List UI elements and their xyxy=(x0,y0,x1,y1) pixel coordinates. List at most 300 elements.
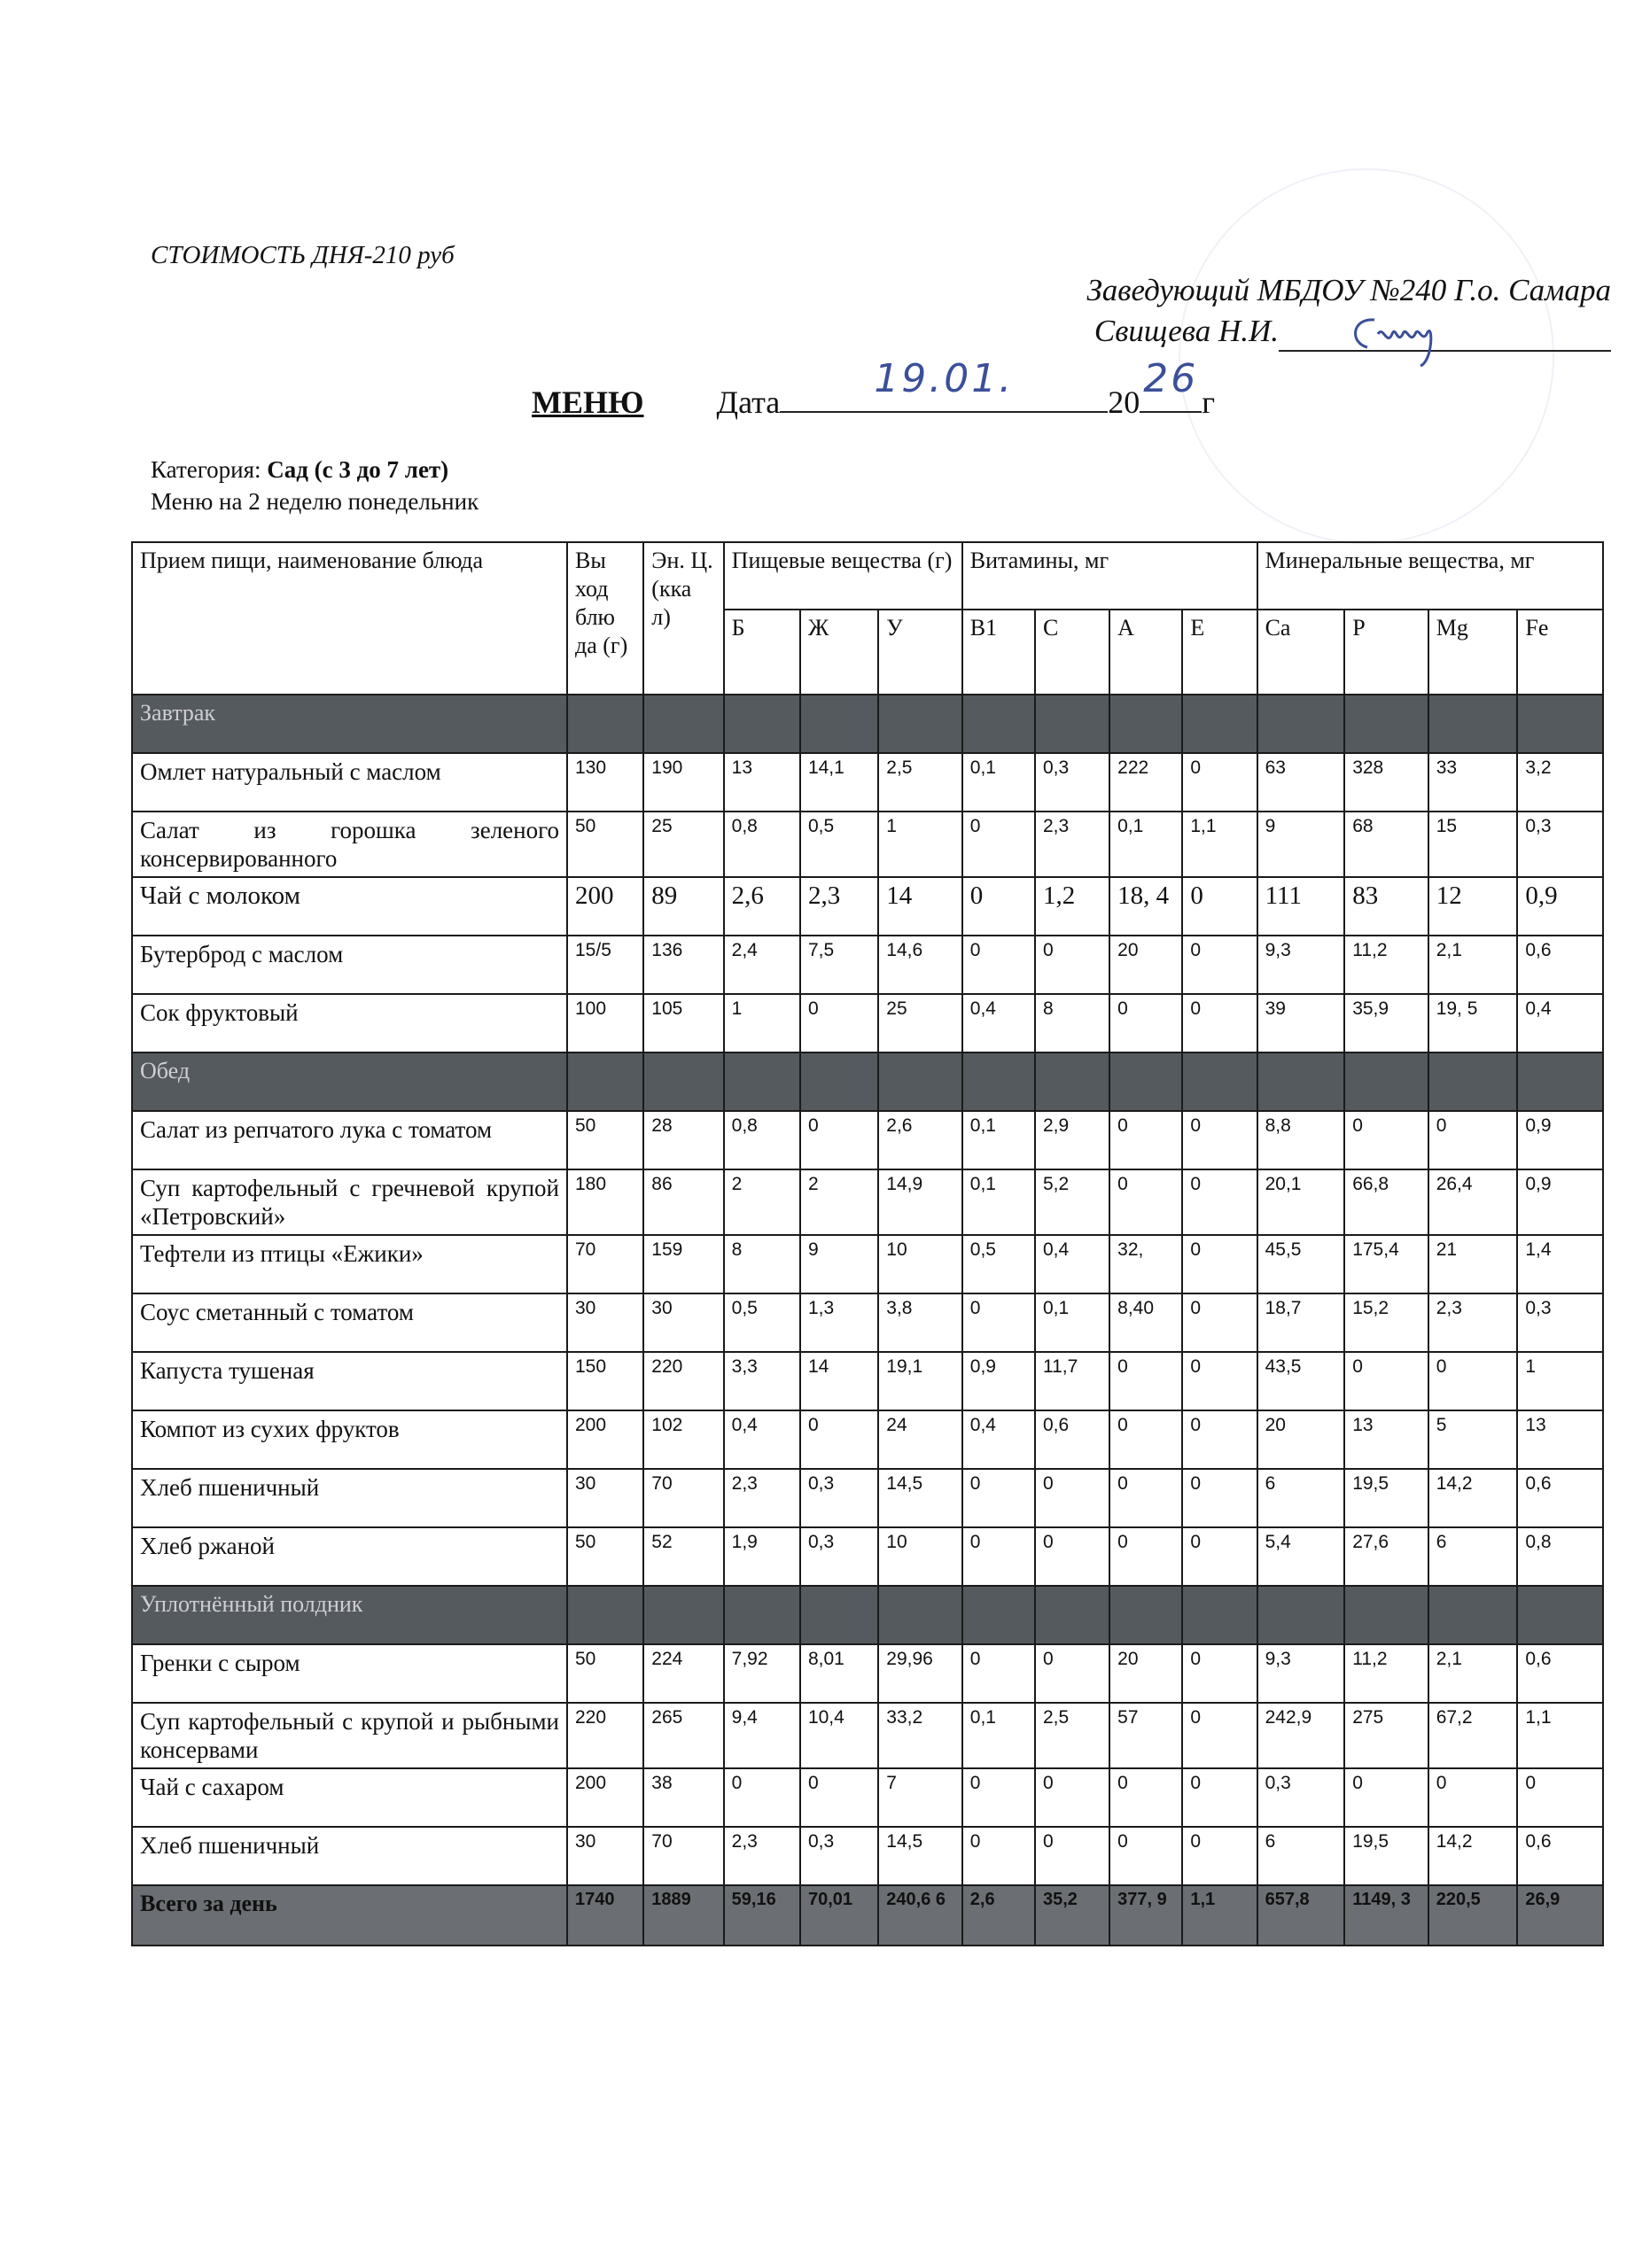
value-cell: 9 xyxy=(1257,812,1345,877)
value-cell: 7 xyxy=(878,1768,962,1827)
value-cell: 35,9 xyxy=(1344,994,1428,1052)
value-cell: 1,1 xyxy=(1182,812,1257,877)
value-cell: 14 xyxy=(878,877,962,936)
total-cell: 1149, 3 xyxy=(1344,1885,1428,1946)
value-cell: 0 xyxy=(1035,1644,1109,1703)
value-cell: 9,3 xyxy=(1257,936,1345,994)
value-cell: 52 xyxy=(643,1527,723,1586)
value-cell: 0,4 xyxy=(1517,994,1603,1052)
header-yield: Вы ход блю да (г) xyxy=(567,542,643,695)
value-cell: 10 xyxy=(878,1235,962,1293)
category-line xyxy=(151,454,479,485)
section-cell xyxy=(878,1586,962,1644)
section-cell xyxy=(1109,1052,1182,1111)
value-cell: 30 xyxy=(643,1293,723,1352)
value-cell: 1 xyxy=(1517,1352,1603,1410)
value-cell: 0,9 xyxy=(1517,1111,1603,1169)
value-cell: 0 xyxy=(1344,1352,1428,1410)
value-cell: 0 xyxy=(1109,994,1182,1052)
value-cell: 2,1 xyxy=(1428,1644,1518,1703)
value-cell: 13 xyxy=(724,753,800,812)
value-cell: 190 xyxy=(643,753,723,812)
value-cell: 1,9 xyxy=(724,1527,800,1586)
week-line: Меню на 2 неделю понедельник xyxy=(151,488,479,515)
section-cell xyxy=(1344,1052,1428,1111)
value-cell: 5,2 xyxy=(1035,1169,1109,1235)
value-cell: 0,6 xyxy=(1517,1469,1603,1527)
date-value: 19.01. xyxy=(874,356,1015,401)
menu-title: МЕНЮ xyxy=(532,384,644,420)
value-cell: 20 xyxy=(1109,936,1182,994)
value-cell: 0,3 xyxy=(1257,1768,1345,1827)
dish-name: Тефтели из птицы «Ежики» xyxy=(132,1235,567,1293)
value-cell: 0 xyxy=(800,1768,878,1827)
total-cell: 70,01 xyxy=(800,1885,878,1946)
value-cell: 0,1 xyxy=(1035,1293,1109,1352)
value-cell: 0,4 xyxy=(724,1410,800,1469)
value-cell: 33,2 xyxy=(878,1703,962,1768)
value-cell: 1,4 xyxy=(1517,1235,1603,1293)
table-row xyxy=(132,1111,1603,1169)
value-cell: 0 xyxy=(1182,1410,1257,1469)
dish-name: Гренки с сыром xyxy=(132,1644,567,1703)
value-cell: 130 xyxy=(567,753,643,812)
value-cell: 111 xyxy=(1257,877,1345,936)
col-b1: B1 xyxy=(962,610,1035,695)
value-cell: 0 xyxy=(1182,1644,1257,1703)
total-cell: 1889 xyxy=(643,1885,723,1946)
value-cell: 159 xyxy=(643,1235,723,1293)
value-cell: 0 xyxy=(1109,1410,1182,1469)
value-cell: 0,6 xyxy=(1035,1410,1109,1469)
value-cell: 14 xyxy=(800,1352,878,1410)
dish-name: Капуста тушеная xyxy=(132,1352,567,1410)
value-cell: 136 xyxy=(643,936,723,994)
value-cell: 0,8 xyxy=(1517,1527,1603,1586)
value-cell: 0,1 xyxy=(962,1111,1035,1169)
value-cell: 1 xyxy=(724,994,800,1052)
table-row xyxy=(132,1827,1603,1885)
value-cell: 2,5 xyxy=(1035,1703,1109,1768)
value-cell: 9,3 xyxy=(1257,1644,1345,1703)
value-cell: 15/5 xyxy=(567,936,643,994)
value-cell: 0,1 xyxy=(962,1703,1035,1768)
col-carbs: У xyxy=(878,610,962,695)
section-cell xyxy=(962,695,1035,753)
header-vitamins: Витамины, мг xyxy=(962,542,1257,610)
value-cell: 275 xyxy=(1344,1703,1428,1768)
value-cell: 0 xyxy=(1344,1111,1428,1169)
section-cell xyxy=(1109,695,1182,753)
value-cell: 0 xyxy=(1182,1111,1257,1169)
value-cell: 14,6 xyxy=(878,936,962,994)
value-cell: 224 xyxy=(643,1644,723,1703)
value-cell: 11,7 xyxy=(1035,1352,1109,1410)
value-cell: 0 xyxy=(1182,1352,1257,1410)
value-cell: 2,3 xyxy=(1428,1293,1518,1352)
value-cell: 2,6 xyxy=(724,877,800,936)
section-cell xyxy=(878,1052,962,1111)
year-field xyxy=(1140,356,1202,413)
approval-block xyxy=(1086,270,1611,352)
section-cell xyxy=(567,1586,643,1644)
value-cell: 24 xyxy=(878,1410,962,1469)
value-cell: 0 xyxy=(724,1768,800,1827)
value-cell: 3,8 xyxy=(878,1293,962,1352)
dish-name: Чай с сахаром xyxy=(132,1768,567,1827)
value-cell: 0 xyxy=(1109,1768,1182,1827)
value-cell: 0 xyxy=(962,1768,1035,1827)
section-row xyxy=(132,695,1603,753)
value-cell: 0,4 xyxy=(1035,1235,1109,1293)
value-cell: 242,9 xyxy=(1257,1703,1345,1768)
value-cell: 0 xyxy=(1428,1111,1518,1169)
value-cell: 6 xyxy=(1257,1469,1345,1527)
value-cell: 14,5 xyxy=(878,1469,962,1527)
approval-title: Заведующий МБДОУ №240 Г.о. Самара xyxy=(1086,273,1611,307)
dish-name: Салат из репчатого лука с томатом xyxy=(132,1111,567,1169)
value-cell: 5 xyxy=(1428,1410,1518,1469)
dish-name: Чай с молоком xyxy=(132,877,567,936)
section-cell xyxy=(1182,1586,1257,1644)
value-cell: 2,4 xyxy=(724,936,800,994)
value-cell: 26,4 xyxy=(1428,1169,1518,1235)
value-cell: 0,8 xyxy=(724,812,800,877)
value-cell: 0 xyxy=(1035,1768,1109,1827)
section-cell xyxy=(1035,695,1109,753)
table-row xyxy=(132,1169,1603,1235)
value-cell: 3,2 xyxy=(1517,753,1603,812)
value-cell: 0 xyxy=(962,1527,1035,1586)
value-cell: 7,92 xyxy=(724,1644,800,1703)
value-cell: 13 xyxy=(1517,1410,1603,1469)
col-c: C xyxy=(1035,610,1109,695)
signatory-name: Свищева Н.И. xyxy=(1094,314,1279,348)
value-cell: 0,5 xyxy=(800,812,878,877)
value-cell: 8,8 xyxy=(1257,1111,1345,1169)
value-cell: 2,5 xyxy=(878,753,962,812)
value-cell: 0 xyxy=(962,812,1035,877)
approval-signatory xyxy=(1086,311,1611,352)
value-cell: 0 xyxy=(962,1293,1035,1352)
year-value: 26 xyxy=(1143,356,1199,401)
value-cell: 20 xyxy=(1109,1644,1182,1703)
table-row xyxy=(132,1469,1603,1527)
value-cell: 0 xyxy=(1182,1169,1257,1235)
value-cell: 83 xyxy=(1344,877,1428,936)
section-cell xyxy=(643,695,723,753)
value-cell: 19,1 xyxy=(878,1352,962,1410)
value-cell: 0 xyxy=(1517,1768,1603,1827)
value-cell: 0,3 xyxy=(800,1527,878,1586)
section-cell xyxy=(724,1586,800,1644)
value-cell: 0,9 xyxy=(1517,1169,1603,1235)
total-cell: 59,16 xyxy=(724,1885,800,1946)
col-ca: Ca xyxy=(1257,610,1345,695)
value-cell: 150 xyxy=(567,1352,643,1410)
value-cell: 18, 4 xyxy=(1109,877,1182,936)
value-cell: 57 xyxy=(1109,1703,1182,1768)
col-fat: Ж xyxy=(800,610,878,695)
value-cell: 0 xyxy=(1182,994,1257,1052)
section-cell xyxy=(1517,695,1603,753)
value-cell: 11,2 xyxy=(1344,936,1428,994)
value-cell: 43,5 xyxy=(1257,1352,1345,1410)
value-cell: 0 xyxy=(800,1111,878,1169)
value-cell: 0,5 xyxy=(724,1293,800,1352)
value-cell: 0 xyxy=(1035,936,1109,994)
value-cell: 220 xyxy=(643,1352,723,1410)
table-row xyxy=(132,1644,1603,1703)
value-cell: 2,3 xyxy=(800,877,878,936)
total-cell: 35,2 xyxy=(1035,1885,1109,1946)
value-cell: 175,4 xyxy=(1344,1235,1428,1293)
value-cell: 14,5 xyxy=(878,1827,962,1885)
section-cell xyxy=(1428,1586,1518,1644)
value-cell: 89 xyxy=(643,877,723,936)
value-cell: 200 xyxy=(567,1768,643,1827)
value-cell: 1,1 xyxy=(1517,1703,1603,1768)
value-cell: 0,1 xyxy=(962,1169,1035,1235)
section-cell xyxy=(567,695,643,753)
value-cell: 0 xyxy=(1428,1768,1518,1827)
section-cell xyxy=(1257,695,1345,753)
dish-name: Омлет натуральный с маслом xyxy=(132,753,567,812)
value-cell: 66,8 xyxy=(1344,1169,1428,1235)
section-cell xyxy=(800,1052,878,1111)
section-cell xyxy=(643,1586,723,1644)
table-row xyxy=(132,994,1603,1052)
table-row xyxy=(132,1768,1603,1827)
menu-table xyxy=(131,541,1604,1946)
table-row xyxy=(132,753,1603,812)
value-cell: 70 xyxy=(643,1827,723,1885)
value-cell: 8,40 xyxy=(1109,1293,1182,1352)
value-cell: 0,3 xyxy=(800,1827,878,1885)
value-cell: 180 xyxy=(567,1169,643,1235)
col-e: E xyxy=(1182,610,1257,695)
value-cell: 39 xyxy=(1257,994,1345,1052)
value-cell: 0 xyxy=(1109,1169,1182,1235)
value-cell: 220 xyxy=(567,1703,643,1768)
section-cell xyxy=(878,695,962,753)
total-label: Всего за день xyxy=(132,1885,567,1946)
header-meal: Прием пищи, наименование блюда xyxy=(132,542,567,695)
value-cell: 1,2 xyxy=(1035,877,1109,936)
col-a: A xyxy=(1109,610,1182,695)
value-cell: 0,3 xyxy=(1035,753,1109,812)
value-cell: 0,9 xyxy=(962,1352,1035,1410)
value-cell: 0,5 xyxy=(962,1235,1035,1293)
value-cell: 0,6 xyxy=(1517,1644,1603,1703)
total-row xyxy=(132,1885,1603,1946)
value-cell: 68 xyxy=(1344,812,1428,877)
total-cell: 2,6 xyxy=(962,1885,1035,1946)
value-cell: 2 xyxy=(724,1169,800,1235)
section-cell xyxy=(1344,1586,1428,1644)
value-cell: 0 xyxy=(962,936,1035,994)
value-cell: 0,9 xyxy=(1517,877,1603,936)
value-cell: 0 xyxy=(1109,1352,1182,1410)
table-row xyxy=(132,936,1603,994)
value-cell: 9 xyxy=(800,1235,878,1293)
value-cell: 20,1 xyxy=(1257,1169,1345,1235)
value-cell: 0,3 xyxy=(800,1469,878,1527)
section-cell xyxy=(1428,1052,1518,1111)
value-cell: 7,5 xyxy=(800,936,878,994)
section-cell xyxy=(800,695,878,753)
table-row xyxy=(132,1293,1603,1352)
section-cell xyxy=(800,1586,878,1644)
dish-name: Соус сметанный с томатом xyxy=(132,1293,567,1352)
section-cell xyxy=(643,1052,723,1111)
section-cell xyxy=(1035,1586,1109,1644)
value-cell: 0 xyxy=(1182,1293,1257,1352)
section-cell xyxy=(724,1052,800,1111)
value-cell: 0 xyxy=(1182,753,1257,812)
total-cell: 220,5 xyxy=(1428,1885,1518,1946)
menu-title-row xyxy=(532,356,1216,421)
value-cell: 200 xyxy=(567,877,643,936)
value-cell: 19,5 xyxy=(1344,1469,1428,1527)
value-cell: 2,3 xyxy=(724,1469,800,1527)
dish-name: Суп картофельный с гречневой крупой «Петровский» xyxy=(132,1169,567,1235)
value-cell: 0,4 xyxy=(962,994,1035,1052)
value-cell: 50 xyxy=(567,812,643,877)
value-cell: 8,01 xyxy=(800,1644,878,1703)
value-cell: 0 xyxy=(1182,1768,1257,1827)
col-mg: Mg xyxy=(1428,610,1518,695)
value-cell: 21 xyxy=(1428,1235,1518,1293)
value-cell: 0 xyxy=(1428,1352,1518,1410)
value-cell: 0,1 xyxy=(1109,812,1182,877)
value-cell: 45,5 xyxy=(1257,1235,1345,1293)
section-cell xyxy=(962,1052,1035,1111)
value-cell: 30 xyxy=(567,1827,643,1885)
total-cell: 377, 9 xyxy=(1109,1885,1182,1946)
value-cell: 50 xyxy=(567,1111,643,1169)
value-cell: 20 xyxy=(1257,1410,1345,1469)
value-cell: 328 xyxy=(1344,753,1428,812)
section-title: Завтрак xyxy=(132,695,567,753)
value-cell: 5,4 xyxy=(1257,1527,1345,1586)
value-cell: 12 xyxy=(1428,877,1518,936)
dish-name: Хлеб пшеничный xyxy=(132,1469,567,1527)
year-suffix: г xyxy=(1202,384,1216,420)
table-row xyxy=(132,1352,1603,1410)
value-cell: 0,8 xyxy=(724,1111,800,1169)
value-cell: 63 xyxy=(1257,753,1345,812)
total-cell: 26,9 xyxy=(1517,1885,1603,1946)
value-cell: 0 xyxy=(1344,1768,1428,1827)
value-cell: 13 xyxy=(1344,1410,1428,1469)
value-cell: 2,1 xyxy=(1428,936,1518,994)
value-cell: 0 xyxy=(800,1410,878,1469)
dish-name: Компот из сухих фруктов xyxy=(132,1410,567,1469)
value-cell: 0,3 xyxy=(1517,812,1603,877)
value-cell: 0 xyxy=(1109,1469,1182,1527)
value-cell: 32, xyxy=(1109,1235,1182,1293)
value-cell: 0 xyxy=(962,877,1035,936)
value-cell: 2 xyxy=(800,1169,878,1235)
section-cell xyxy=(1182,695,1257,753)
section-row xyxy=(132,1586,1603,1644)
dish-name: Хлеб ржаной xyxy=(132,1527,567,1586)
value-cell: 14,2 xyxy=(1428,1827,1518,1885)
value-cell: 6 xyxy=(1428,1527,1518,1586)
value-cell: 222 xyxy=(1109,753,1182,812)
value-cell: 70 xyxy=(567,1235,643,1293)
section-cell xyxy=(1035,1052,1109,1111)
value-cell: 0 xyxy=(800,994,878,1052)
section-cell xyxy=(1517,1052,1603,1111)
value-cell: 15,2 xyxy=(1344,1293,1428,1352)
value-cell: 0 xyxy=(1182,936,1257,994)
value-cell: 33 xyxy=(1428,753,1518,812)
value-cell: 11,2 xyxy=(1344,1644,1428,1703)
value-cell: 10 xyxy=(878,1527,962,1586)
value-cell: 0 xyxy=(1182,1235,1257,1293)
value-cell: 2,3 xyxy=(724,1827,800,1885)
value-cell: 25 xyxy=(643,812,723,877)
date-field xyxy=(780,356,1108,413)
value-cell: 105 xyxy=(643,994,723,1052)
value-cell: 0 xyxy=(1109,1111,1182,1169)
value-cell: 30 xyxy=(567,1293,643,1352)
value-cell: 0 xyxy=(1182,1703,1257,1768)
value-cell: 0 xyxy=(1182,1469,1257,1527)
table-row xyxy=(132,812,1603,877)
header-nutrients: Пищевые вещества (г) xyxy=(724,542,962,610)
section-cell xyxy=(1257,1052,1345,1111)
value-cell: 0,4 xyxy=(962,1410,1035,1469)
total-cell: 240,6 6 xyxy=(878,1885,962,1946)
value-cell: 0 xyxy=(1035,1527,1109,1586)
dish-name: Суп картофельный с крупой и рыбными консервами xyxy=(132,1703,567,1768)
section-cell xyxy=(724,695,800,753)
value-cell: 86 xyxy=(643,1169,723,1235)
value-cell: 0 xyxy=(962,1644,1035,1703)
value-cell: 30 xyxy=(567,1469,643,1527)
value-cell: 14,2 xyxy=(1428,1469,1518,1527)
table-row xyxy=(132,1235,1603,1293)
value-cell: 0 xyxy=(1035,1469,1109,1527)
section-cell xyxy=(1109,1586,1182,1644)
section-title: Обед xyxy=(132,1052,567,1111)
value-cell: 0 xyxy=(962,1827,1035,1885)
total-cell: 1,1 xyxy=(1182,1885,1257,1946)
value-cell: 19,5 xyxy=(1344,1827,1428,1885)
dish-name: Бутерброд с маслом xyxy=(132,936,567,994)
value-cell: 0,6 xyxy=(1517,936,1603,994)
value-cell: 50 xyxy=(567,1527,643,1586)
value-cell: 0 xyxy=(1109,1527,1182,1586)
year-prefix: 20 xyxy=(1108,384,1140,420)
value-cell: 8 xyxy=(724,1235,800,1293)
category-label: Категория: xyxy=(151,456,268,483)
value-cell: 19, 5 xyxy=(1428,994,1518,1052)
value-cell: 0 xyxy=(1182,1827,1257,1885)
value-cell: 67,2 xyxy=(1428,1703,1518,1768)
col-fe: Fe xyxy=(1517,610,1603,695)
table-row xyxy=(132,1527,1603,1586)
dish-name: Хлеб пшеничный xyxy=(132,1827,567,1885)
date-label: Дата xyxy=(716,384,781,420)
table-row xyxy=(132,877,1603,936)
value-cell: 265 xyxy=(643,1703,723,1768)
signature-icon xyxy=(1341,307,1447,369)
table-row xyxy=(132,1410,1603,1469)
